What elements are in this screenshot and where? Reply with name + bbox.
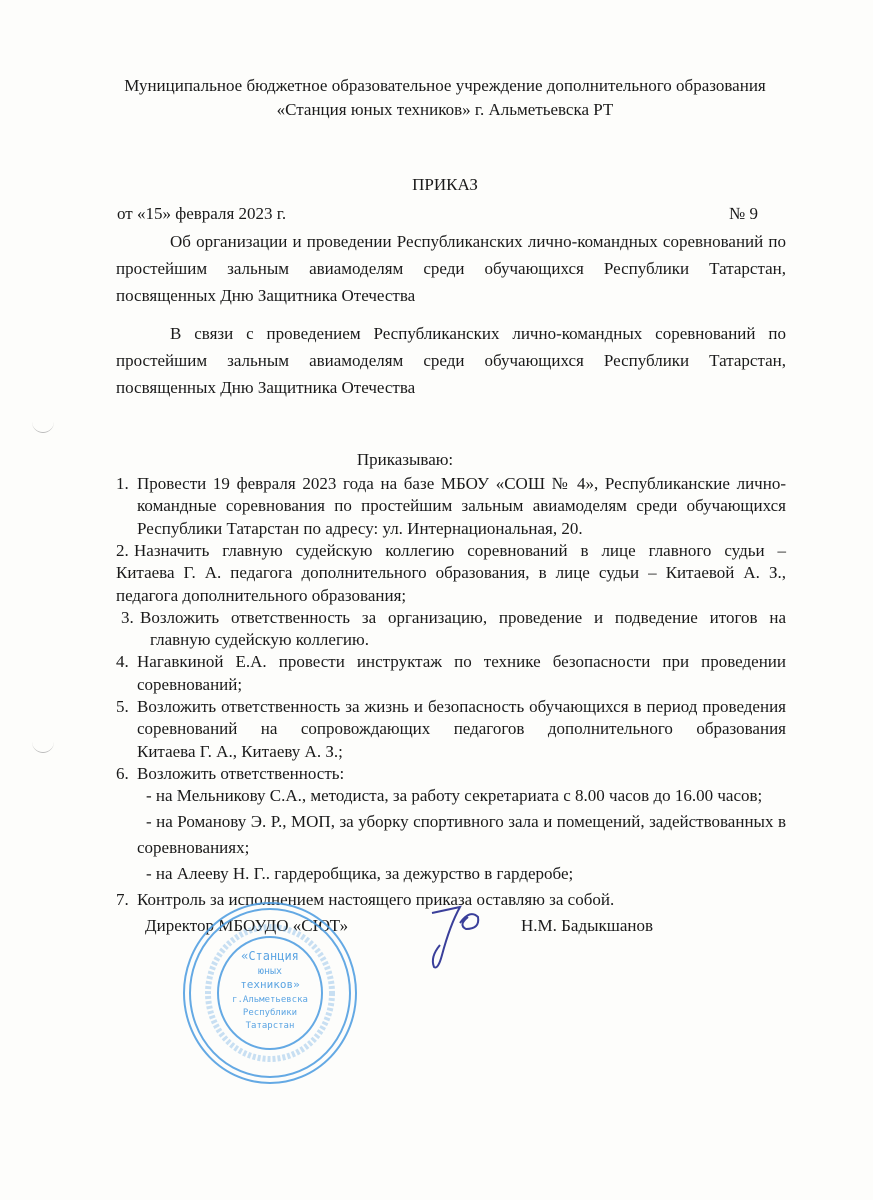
org-name-line1: Муниципальное бюджетное образовательное учреждение дополнительного образования	[124, 76, 766, 95]
official-stamp	[178, 898, 363, 1088]
org-name-line2: «Станция юных техников» г. Альметьевска РТ	[276, 100, 614, 119]
title-line: посвященных Дню Защитника Отечества	[116, 286, 416, 305]
item-line: соревнований;	[137, 674, 243, 694]
item-line: Республики Татарстан по адресу: ул. Интернациональная, 20.	[137, 518, 583, 538]
item-line: Контроль за исполнением настоящего приказа оставляю за собой.	[137, 890, 615, 910]
intro-line: простейшим зальным авиамоделям среди обучающихся Республики Татарстан,	[116, 351, 786, 370]
item-line: Провести 19 февраля 2023 года на базе МБОУ «СОШ № 4», Республиканские лично-	[137, 474, 786, 493]
item-line: Китаева Г. А., Китаеву А. З.;	[137, 741, 343, 761]
item-number: 6.	[116, 763, 129, 783]
item-line: Возложить ответственность:	[137, 763, 345, 783]
item-line: Китаева Г. А. педагога дополнительного образования, в лице судьи – Китаевой А. З.,	[116, 563, 786, 583]
hole-punch-mark	[32, 738, 54, 753]
order-number: № 9	[729, 204, 758, 223]
item-number: 3.	[121, 607, 134, 627]
intro-line: посвященных Дню Защитника Отечества	[116, 378, 416, 397]
order-word: Приказываю:	[356, 450, 454, 469]
doc-type: ПРИКАЗ	[412, 175, 478, 194]
item-number: 5.	[116, 697, 129, 716]
stamp-text: г.Альметьевска	[232, 995, 308, 1005]
item-line: соревнованиях;	[137, 838, 250, 858]
item-line: командные соревнования по простейшим зальным авиамоделям среди обучающихся	[137, 496, 786, 516]
item-number: 4.	[116, 652, 129, 672]
item-line: - на Мельникову С.А., методиста, за работу секретариата с 8.00 часов до 16.00 часов;	[146, 786, 763, 806]
hole-punch-mark	[32, 418, 54, 433]
item-line: Нагавкиной Е.А. провести инструктаж по технике безопасности при проведении	[137, 652, 786, 672]
stamp-text: Татарстан	[245, 1021, 295, 1031]
item-line: - на Алееву Н. Г.. гардеробщика, за дежурство в гардеробе;	[146, 864, 574, 884]
item-line: - на Романову Э. Р., МОП, за уборку спортивного зала и помещений, задействованных в	[146, 812, 786, 832]
stamp-text: Республики	[242, 1008, 298, 1018]
item-line: главную судейскую коллегию.	[150, 630, 369, 650]
director-position: Директор МБОУДО «СЮТ»	[145, 916, 349, 935]
item-line: педагога дополнительного образования;	[116, 585, 407, 605]
item-number: 1.	[116, 474, 129, 493]
order-date: от «15» февраля 2023 г.	[117, 204, 287, 223]
item-line: соревнований на сопровождающих педагогов дополнительного образования	[137, 719, 786, 739]
stamp-text: «Станция	[241, 949, 299, 963]
item-line: Возложить ответственность за организацию, проведение и подведение итогов на	[140, 607, 786, 627]
item-number: 7.	[116, 890, 129, 910]
stamp-text: техников»	[240, 978, 300, 991]
item-line: Возложить ответственность за жизнь и безопасность обучающихся в период проведения	[137, 697, 786, 716]
director-name: Н.М. Бадыкшанов	[521, 916, 654, 935]
item-line: Назначить главную судейскую коллегию соревнований в лице главного судьи –	[134, 540, 786, 560]
item-number: 2.	[116, 540, 129, 560]
title-line: простейшим зальным авиамоделям среди обучающихся Республики Татарстан,	[116, 259, 786, 278]
intro-line: В связи с проведением Республиканских лично-командных соревнований по	[170, 324, 786, 343]
title-line: Об организации и проведении Республиканских лично-командных соревнований по	[170, 232, 786, 251]
stamp-text: юных	[257, 966, 283, 977]
handwritten-signature	[420, 895, 500, 985]
